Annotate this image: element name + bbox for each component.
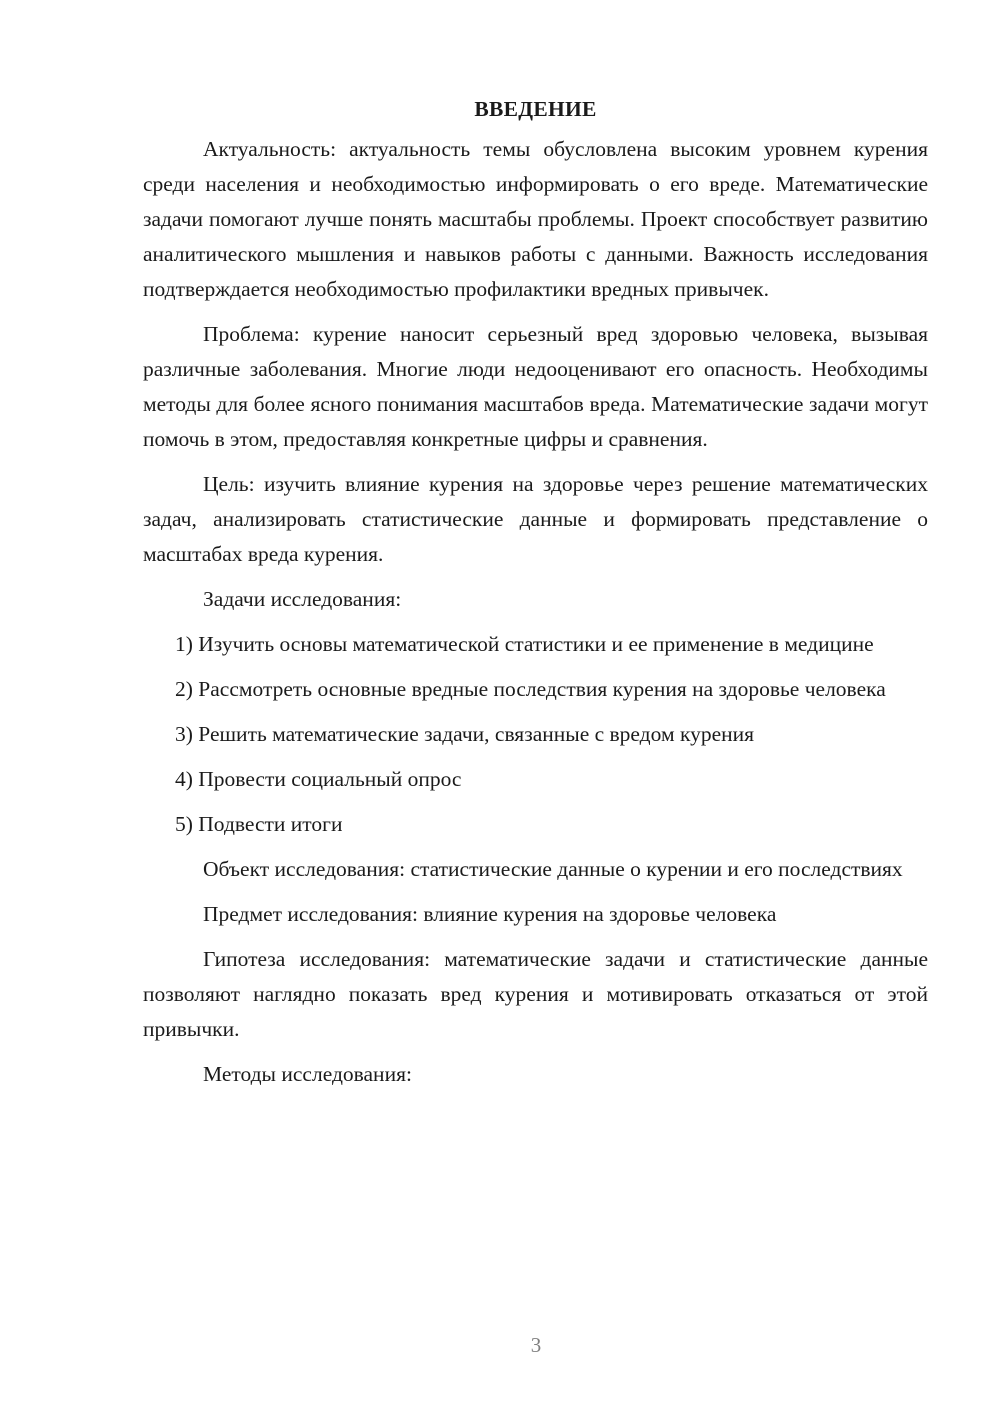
document-body — [143, 92, 928, 1092]
task-item-3: 3) Решить математические задачи, связанные с вредом курения — [175, 722, 755, 746]
problem-paragraph: Проблема: курение наносит серьезный вред здоровью человека, вызывая различные заболевания. Многие люди недооценивают его опасность. Необходимы методы для более ясного понимания масштабов вреда. Математические задачи могут помочь в этом, предоставляя конкретные цифры и сравнения. — [143, 322, 928, 451]
page-number: 3 — [530, 1333, 542, 1357]
goal-paragraph: Цель: изучить влияние курения на здоровье через решение математических задач, анализировать статистические данные и формировать представление о масштабах вреда курения. — [143, 472, 928, 566]
task-item-2: 2) Рассмотреть основные вредные последствия курения на здоровье человека — [175, 677, 886, 701]
tasks-heading: Задачи исследования: — [203, 587, 402, 611]
relevance-paragraph: Актуальность: актуальность темы обусловлена высоким уровнем курения среди населения и необходимостью информировать о его вреде. Математические задачи помогают лучше понять масштабы проблемы. Проект способствует развитию аналитического мышления и навыков работы с данными. Важность исследования подтверждается необходимостью профилактики вредных привычек. — [143, 137, 928, 301]
methods-heading: Методы исследования: — [203, 1062, 412, 1086]
task-item-5: 5) Подвести итоги — [175, 812, 343, 836]
page-title: ВВЕДЕНИЕ — [474, 97, 597, 121]
subject-paragraph: Предмет исследования: влияние курения на здоровье человека — [203, 902, 777, 926]
object-paragraph: Объект исследования: статистические данные о курении и его последствиях — [203, 857, 903, 881]
hypothesis-paragraph: Гипотеза исследования: математические задачи и статистические данные позволяют наглядно показать вред курения и мотивировать отказаться от этой привычки. — [143, 947, 928, 1041]
task-item-4: 4) Провести социальный опрос — [175, 767, 462, 791]
task-item-1: 1) Изучить основы математической статистики и ее применение в медицине — [175, 632, 874, 656]
